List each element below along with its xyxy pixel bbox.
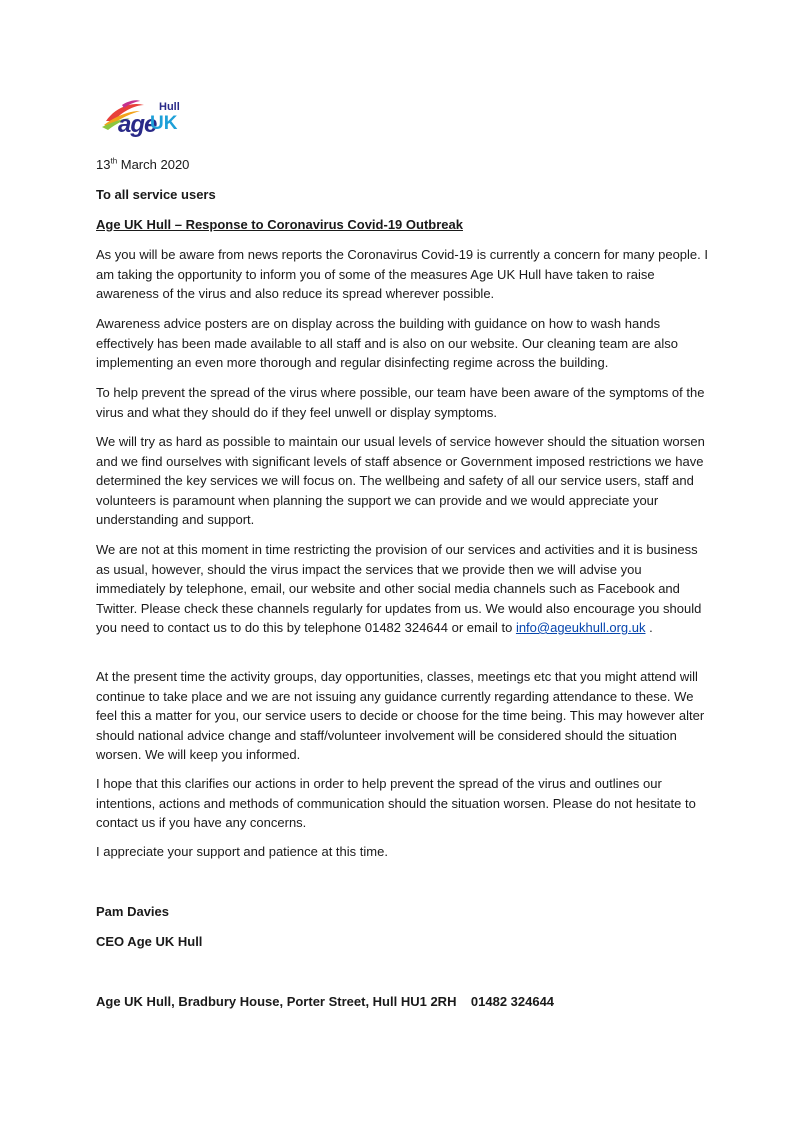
- paragraph-prevention: To help prevent the spread of the virus where possible, our team have been aware of the symptoms of the virus and what they should do if they feel unwell or display symptoms.: [96, 385, 705, 420]
- date-suffix: th: [110, 156, 118, 166]
- letter-date: [96, 155, 708, 175]
- date-month-year: March 2020: [117, 157, 190, 172]
- paragraph-clarification: I hope that this clarifies our actions in order to help prevent the spread of the virus and outlines our intentions, actions and methods of communication should the situation worsen. Please do not hesitate to contact us if you have any concerns.: [96, 776, 696, 830]
- paragraph-service-levels: We will try as hard as possible to maintain our usual levels of service however should the situation worsen and we find ourselves with significant levels of staff absence or Government imposed restrictions we have determined the key services we will focus on. The wellbeing and safety of all our service users, staff and volunteers is paramount when planning the support we can provide and we would appreciate your understanding and support.: [96, 434, 705, 527]
- contact-text: We are not at this moment in time restricting the provision of our services and activities and it is business as usual, however, should the virus impact the services that we provide then we will advise you immediately by telephone, email, our website and other social media channels such as Facebook and Twitter. Please check these channels regularly for updates from us. We would also encourage you should you need to contact us to do this by telephone 01482 324644 or email to: [96, 542, 702, 635]
- paragraph-activities: At the present time the activity groups, day opportunities, classes, meetings etc that you might attend will continue to take place and we are not issuing any guidance currently regarding attendance to these. We feel this a matter for you, our service users to decide or choose for the time being. This may however alter should national advice change and staff/volunteer involvement will be considered should the situation worsen. We will keep you informed.: [96, 669, 705, 762]
- contact-after: .: [645, 620, 653, 635]
- logo-age-text: age: [118, 111, 157, 138]
- letter-subject: Age UK Hull – Response to Coronavirus Covid-19 Outbreak: [96, 217, 463, 232]
- salutation: To all service users: [96, 187, 216, 202]
- logo-hull-text: Hull: [159, 101, 180, 113]
- signature-name: Pam Davies: [96, 904, 169, 919]
- logo-uk-text: UK: [150, 113, 178, 134]
- paragraph-intro: As you will be aware from news reports the Coronavirus Covid-19 is currently a concern for many people. I am taking the opportunity to inform you of some of the measures Age UK Hull have taken to raise awareness of the virus and also reduce its spread wherever possible.: [96, 247, 708, 301]
- date-day: 13: [96, 157, 111, 172]
- age-uk-hull-logo: [100, 99, 184, 139]
- paragraph-appreciation: I appreciate your support and patience at this time.: [96, 844, 388, 859]
- paragraph-awareness: Awareness advice posters are on display across the building with guidance on how to wash hands effectively has been made available to all staff and is also on our website. Our cleaning team are also implementing an even more thorough and regular disinfecting regime across the building.: [96, 316, 678, 370]
- footer-address: Age UK Hull, Bradbury House, Porter Street, Hull HU1 2RH 01482 324644: [96, 994, 555, 1009]
- email-link[interactable]: info@ageukhull.org.uk: [515, 620, 646, 635]
- signature-title: CEO Age UK Hull: [96, 934, 203, 949]
- paragraph-contact: [96, 540, 708, 638]
